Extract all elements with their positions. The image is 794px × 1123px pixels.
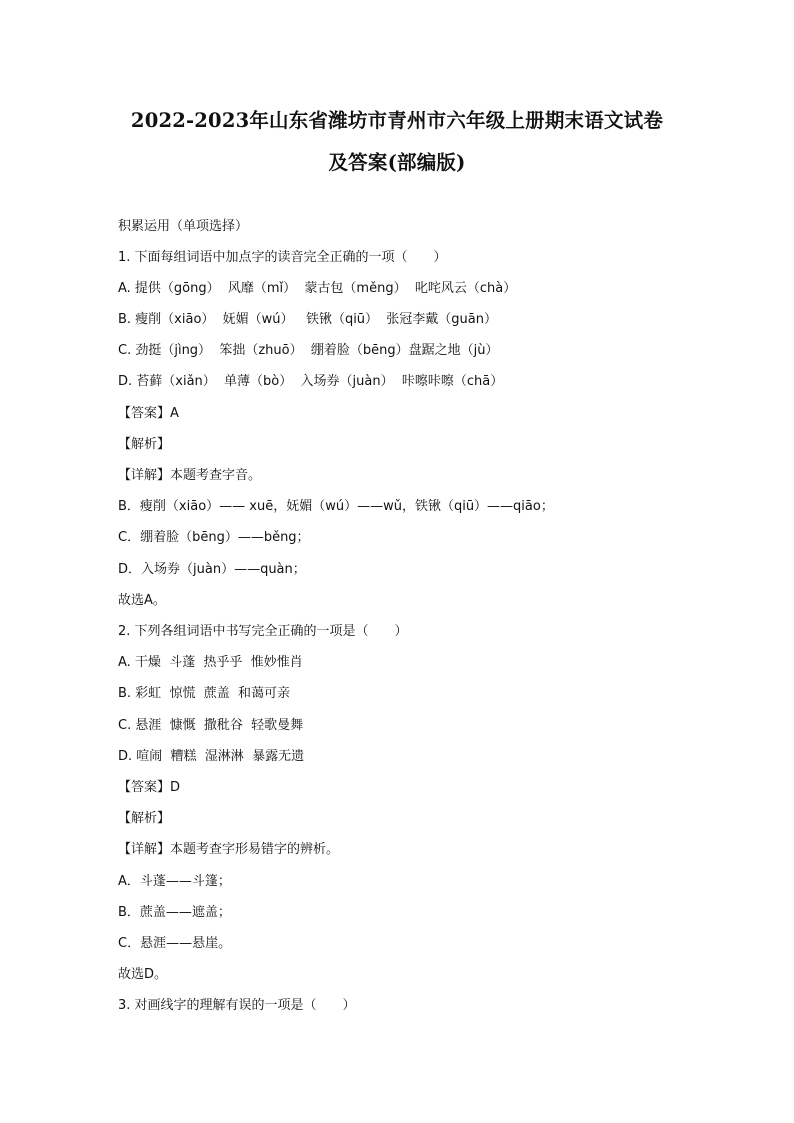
document-title-line-2: 及答案(部编版)	[328, 151, 466, 174]
question-2-option-b: B. 彩虹 惊慌 蔗盖 和蔼可亲	[118, 686, 290, 701]
question-1-option-c: C. 劲挺（jìng） 笨拙（zhuō） 绷着脸（bēng）盘踞之地（jù）	[118, 343, 499, 358]
question-2-analysis: 【解析】	[118, 811, 171, 826]
question-1-analysis: 【解析】	[118, 437, 171, 452]
question-1-explanation-d: D．入场券（juàn）——quàn；	[118, 562, 306, 577]
question-2-explanation-b: B．蔗盖——遮盖；	[118, 905, 231, 920]
question-2-detail: 【详解】本题考查字形易错字的辨析。	[118, 842, 340, 857]
question-1-option-d: D. 苔藓（xiǎn） 单薄（bò） 入场券（juàn） 咔嚓咔嚓（chā）	[118, 374, 504, 389]
question-1-explanation-c: C．绷着脸（bēng）——běng；	[118, 530, 310, 545]
question-2-option-d: D. 喧闹 糟糕 湿淋淋 暴露无遗	[118, 749, 305, 764]
question-2-stem: 2. 下列各组词语中书写完全正确的一项是（ ）	[118, 624, 408, 639]
question-1-option-b: B. 瘦削（xiāo） 妩媚（wú） 铁锹（qiū） 张冠李戴（guān）	[118, 312, 498, 327]
question-2-option-c: C. 悬涯 慷慨 撒秕谷 轻歌曼舞	[118, 718, 304, 733]
question-1-option-a: A. 提供（gōng） 风靡（mǐ） 蒙古包（měng） 叱咤风云（chà）	[118, 281, 517, 296]
question-1-detail: 【详解】本题考查字音。	[118, 468, 262, 483]
question-2-conclusion: 故选D。	[118, 967, 168, 982]
question-1-explanation-b: B．瘦削（xiāo）—— xuē，妩媚（wú）——wǔ，铁锹（qiū）——qiāo；	[118, 499, 554, 514]
question-3-stem: 3. 对画线字的理解有误的一项是（ ）	[118, 998, 356, 1013]
question-1-stem: 1. 下面每组词语中加点字的读音完全正确的一项（ ）	[118, 250, 447, 265]
question-1-conclusion: 故选A。	[118, 593, 166, 608]
document-title-line-1: 2022-2023年山东省潍坊市青州市六年级上册期末语文试卷	[130, 109, 664, 132]
question-2-answer: 【答案】D	[118, 780, 181, 795]
question-2-option-a: A. 干燥 斗蓬 热乎乎 惟妙惟肖	[118, 655, 303, 670]
section-heading: 积累运用（单项选择）	[118, 219, 249, 234]
question-1-answer: 【答案】A	[118, 406, 179, 421]
question-2-explanation-c: C．悬涯——悬崖。	[118, 936, 232, 951]
question-2-explanation-a: A．斗蓬——斗篷；	[118, 874, 231, 889]
